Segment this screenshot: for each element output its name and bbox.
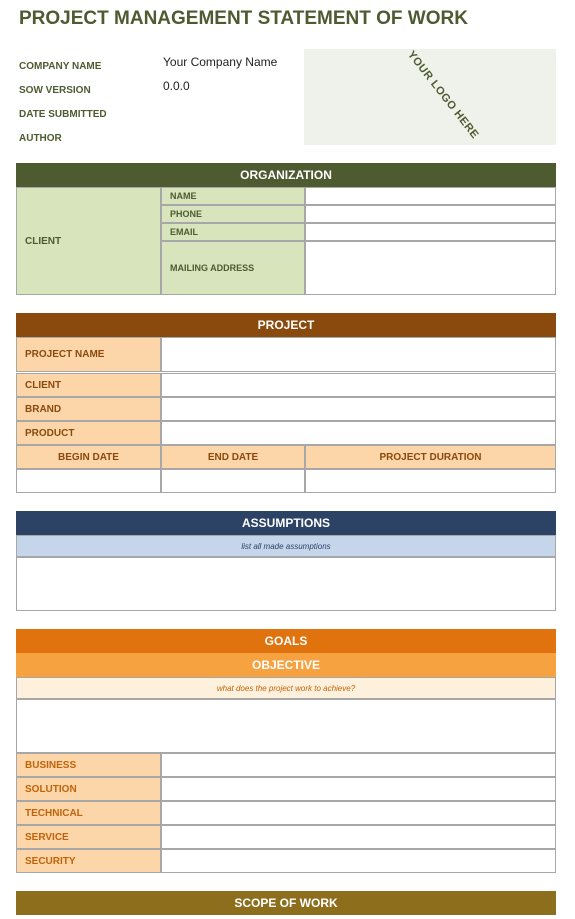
company-name-value[interactable]: Your Company Name [163,55,278,69]
date-submitted-label: DATE SUBMITTED [19,109,107,120]
org-email-label: EMAIL [161,223,305,241]
goal-security-label: SECURITY [16,849,161,873]
project-duration-input[interactable] [305,469,556,493]
project-duration-header: PROJECT DURATION [305,445,556,469]
org-email-input[interactable] [305,223,556,241]
goal-solution-label: SOLUTION [16,777,161,801]
project-header: PROJECT [16,313,556,337]
project-name-input[interactable] [161,337,556,372]
assumptions-input[interactable] [16,557,556,611]
end-date-header: END DATE [161,445,305,469]
goal-business-input[interactable] [161,753,556,777]
goal-solution-input[interactable] [161,777,556,801]
goal-service-input[interactable] [161,825,556,849]
goal-security-input[interactable] [161,849,556,873]
goal-business-label: BUSINESS [16,753,161,777]
org-client-label: CLIENT [16,187,161,295]
logo-text: YOUR LOGO HERE [404,49,481,142]
objective-header: OBJECTIVE [16,653,556,677]
project-product-label: PRODUCT [16,421,161,445]
sow-version-value[interactable]: 0.0.0 [163,79,190,93]
scope-of-work-header: SCOPE OF WORK [16,891,556,915]
end-date-input[interactable] [161,469,305,493]
project-brand-input[interactable] [161,397,556,421]
organization-header: ORGANIZATION [16,163,556,187]
goal-technical-input[interactable] [161,801,556,825]
org-name-input[interactable] [305,187,556,205]
org-phone-input[interactable] [305,205,556,223]
project-product-input[interactable] [161,421,556,445]
org-phone-label: PHONE [161,205,305,223]
assumptions-header: ASSUMPTIONS [16,511,556,535]
project-client-label: CLIENT [16,373,161,397]
begin-date-input[interactable] [16,469,161,493]
objective-note: what does the project work to achieve? [16,677,556,699]
sow-version-label: SOW VERSION [19,85,91,96]
goal-service-label: SERVICE [16,825,161,849]
org-mailing-address-input[interactable] [305,241,556,295]
logo-placeholder[interactable] [304,49,556,145]
project-name-label: PROJECT NAME [16,337,161,372]
org-name-label: NAME [161,187,305,205]
objective-input[interactable] [16,699,556,753]
page-title: PROJECT MANAGEMENT STATEMENT OF WORK [19,8,468,29]
author-label: AUTHOR [19,133,62,144]
company-name-label: COMPANY NAME [19,61,102,72]
goals-header: GOALS [16,629,556,653]
project-client-input[interactable] [161,373,556,397]
goal-technical-label: TECHNICAL [16,801,161,825]
begin-date-header: BEGIN DATE [16,445,161,469]
org-mailing-address-label: MAILING ADDRESS [161,241,305,295]
assumptions-note: list all made assumptions [16,535,556,557]
project-brand-label: BRAND [16,397,161,421]
